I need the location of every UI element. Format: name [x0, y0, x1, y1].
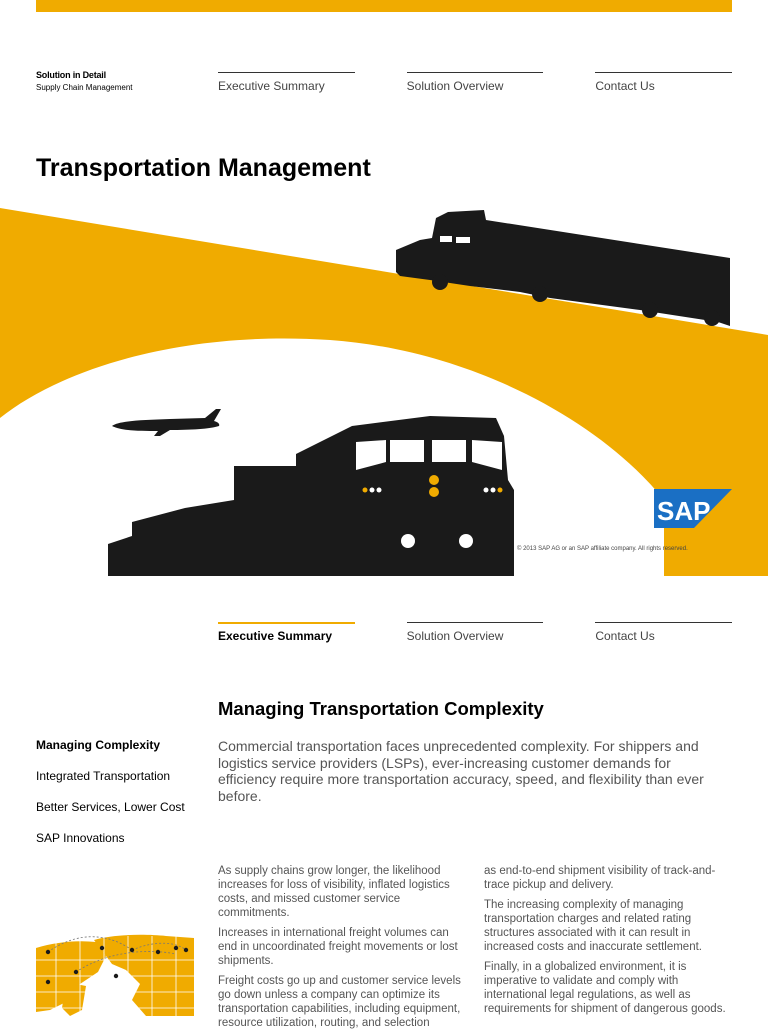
sidebar-item-sap-innovations[interactable]: SAP Innovations [36, 831, 125, 845]
top-accent-bar [36, 0, 732, 12]
body-paragraph: The increasing complexity of managing transportation charges and related rating structures associated with it can result in increased costs and inaccurate settlement. [484, 899, 702, 953]
locomotive-icon [108, 416, 514, 576]
document-label [36, 70, 133, 92]
section-sidebar [36, 738, 185, 862]
body-paragraph: As supply chains grow longer, the likelihood increases for loss of visibility, inflated logistics costs, and missed customer service commitments. [218, 865, 450, 919]
nav-contact-us[interactable]: Contact Us [595, 72, 732, 93]
page-navigation [218, 622, 732, 643]
body-column-2 [484, 864, 734, 1022]
world-map-icon [36, 912, 194, 1016]
sidebar-item-managing-complexity[interactable]: Managing Complexity [36, 738, 161, 752]
body-paragraph: as end-to-end shipment visibility of track-and-trace pickup and delivery. [484, 865, 716, 891]
nav-executive-summary[interactable]: Executive Summary [218, 72, 355, 93]
copyright-notice: © 2013 SAP AG or an SAP affiliate company. All rights reserved. [517, 546, 688, 552]
top-navigation [218, 72, 732, 93]
document-subtitle: Supply Chain Management [36, 83, 133, 92]
body-paragraph: Freight costs go up and customer service levels go down unless a company can optimize its transportation capabilities, including equipment, resource utilization, routing, and selection [218, 975, 461, 1029]
nav-contact-us[interactable]: Contact Us [595, 622, 732, 643]
body-paragraph: Finally, in a globalized environment, it is imperative to validate and comply with international legal regulations, as well as requirements for shipment of dangerous goods. [484, 961, 726, 1015]
cover-title: Transportation Management [36, 154, 371, 182]
body-column-1 [218, 864, 468, 1036]
nav-solution-overview[interactable]: Solution Overview [407, 72, 544, 93]
nav-executive-summary-active[interactable]: Executive Summary [218, 622, 355, 643]
document-type: Solution in Detail [36, 70, 106, 80]
sap-logo-text: SAP [657, 496, 711, 526]
body-paragraph: Increases in international freight volumes can end in uncoordinated freight movements or lost shipments. [218, 927, 458, 967]
hero-illustration [0, 190, 768, 576]
lead-paragraph: Commercial transportation faces unprecedented complexity. For shippers and logistics service providers (LSPs), ever-increasing customer demands for efficiency require more transportation accuracy, speed, and flexibility than ever before. [218, 738, 704, 804]
nav-solution-overview[interactable]: Solution Overview [407, 622, 544, 643]
airplane-icon [112, 409, 221, 436]
section-title: Managing Transportation Complexity [218, 698, 544, 719]
sidebar-item-integrated-transportation[interactable]: Integrated Transportation [36, 769, 171, 783]
sidebar-item-better-services[interactable]: Better Services, Lower Cost [36, 800, 185, 814]
